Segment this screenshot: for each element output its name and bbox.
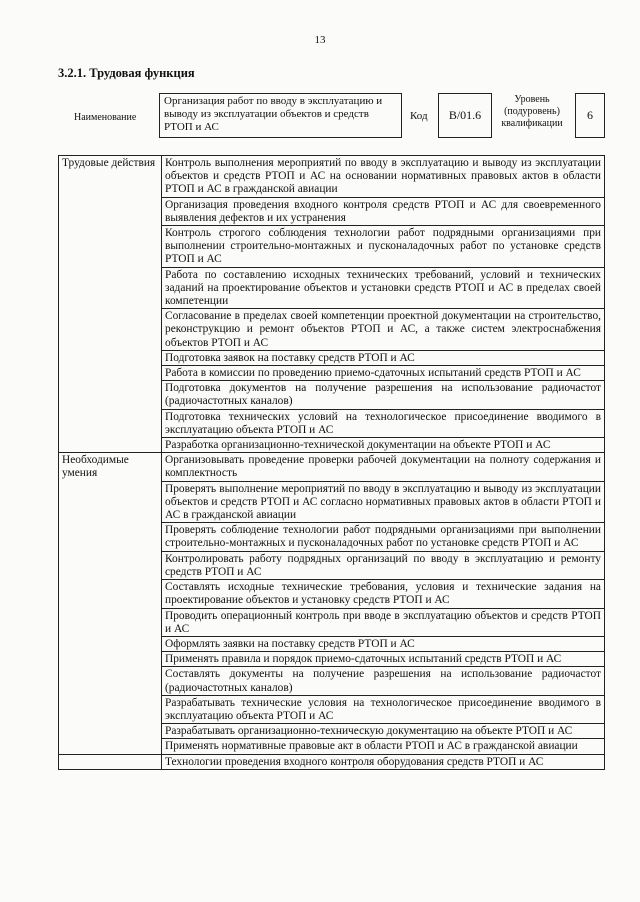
labor-action: Разработка организационно-технической документации на объекте РТОП и АС <box>162 438 605 453</box>
labor-action: Работа в комиссии по проведению приемо-сдаточных испытаний средств РТОП и АС <box>162 366 605 381</box>
labor-action-category-label: Трудовые действия <box>59 156 162 453</box>
knowledge-item-category-label <box>59 754 162 769</box>
labor-function-table-body <box>59 156 605 770</box>
labor-action-row <box>59 156 605 198</box>
knowledge-item-row <box>59 754 605 769</box>
labor-action: Подготовка заявок на поставку средств РТОП и АС <box>162 350 605 365</box>
required-skill: Разрабатывать организационно-техническую документацию на объекте РТОП и АС <box>162 724 605 739</box>
labor-function-table <box>58 155 605 770</box>
page-number: 13 <box>314 34 326 46</box>
labor-action: Подготовка технических условий на технологическое присоединение вводимого в эксплуатацию объекта РТОП и АС <box>162 409 605 437</box>
required-skill: Проверять выполнение мероприятий по вводу в эксплуатацию и выводу из эксплуатации объектов и средств РТОП и АС согласно нормативных правовых актов в области РТОП и АС в гражданской авиации <box>162 481 605 523</box>
header-code-label: Код <box>410 110 428 122</box>
required-skill: Оформлять заявки на поставку средств РТОП и АС <box>162 636 605 651</box>
knowledge-item: Технологии проведения входного контроля оборудования средств РТОП и АС <box>162 754 605 769</box>
header-name-value: Организация работ по вводу в эксплуатацию и выводу из эксплуатации объектов и средств РТОП и АС <box>159 93 402 138</box>
header-level-label-line: квалификации <box>501 118 563 129</box>
section-title: 3.2.1. Трудовая функция <box>58 66 195 80</box>
labor-action: Организация проведения входного контроля средств РТОП и АС для своевременного выявления дефектов и их устранения <box>162 197 605 225</box>
labor-action: Работа по составлению исходных технических требований, условий и технических заданий на проектирование объектов и установки средств РТОП и АС в пределах своей компетенции <box>162 267 605 309</box>
required-skill: Применять нормативные правовые акт в области РТОП и АС в гражданской авиации <box>162 739 605 754</box>
required-skill: Разрабатывать технические условия на технологическое присоединение вводимого в эксплуатацию объекта РТОП и АС <box>162 695 605 723</box>
labor-action: Контроль строгого соблюдения технологии работ подрядными организациями при выполнении строительно-монтажных и пусконаладочных работ по установке средств РТОП и АС <box>162 226 605 268</box>
header-name-label: Наименование <box>74 112 137 123</box>
labor-action: Согласование в пределах своей компетенции проектной документации на строительство, реконструкцию и ремонт объектов РТОП и АС, а также систем электроснабжения объектов РТОП и АС <box>162 309 605 351</box>
required-skill: Составлять исходные технические требования, условия и технические задания на проектирование объектов и установку средств РТОП и АС <box>162 580 605 608</box>
labor-action: Контроль выполнения мероприятий по вводу в эксплуатацию и выводу из эксплуатации объектов и средств РТОП и АС на основании нормативных правовых актов в области РТОП и АС в гражданской авиации <box>162 156 605 198</box>
required-skill: Контролировать работу подрядных организаций по вводу в эксплуатацию и ремонту средств РТОП и АС <box>162 551 605 579</box>
required-skill: Проводить операционный контроль при вводе в эксплуатацию объектов и средств РТОП и АС <box>162 608 605 636</box>
required-skill-category-label: Необходимые умения <box>59 453 162 754</box>
header-level-label-line: Уровень <box>514 94 550 105</box>
required-skill: Проверять соблюдение технологии работ подрядными организациями при выполнении строительно-монтажных и пусконаладочных работ по установке средств РТОП и АС <box>162 523 605 551</box>
required-skill: Применять правила и порядок приемо-сдаточных испытаний средств РТОП и АС <box>162 652 605 667</box>
header-level-value: 6 <box>575 93 605 138</box>
labor-action: Подготовка документов на получение разрешения на использование радиочастот (радиочастотных каналов) <box>162 381 605 409</box>
required-skill-row <box>59 453 605 481</box>
header-level-label-line: (подуровень) <box>504 106 560 117</box>
required-skill: Составлять документы на получение разрешения на использование радиочастот (радиочастотных каналов) <box>162 667 605 695</box>
header-level-label <box>488 94 576 130</box>
header-code-value: B/01.6 <box>438 93 492 138</box>
required-skill: Организовывать проведение проверки рабочей документации на полноту содержания и комплектность <box>162 453 605 481</box>
